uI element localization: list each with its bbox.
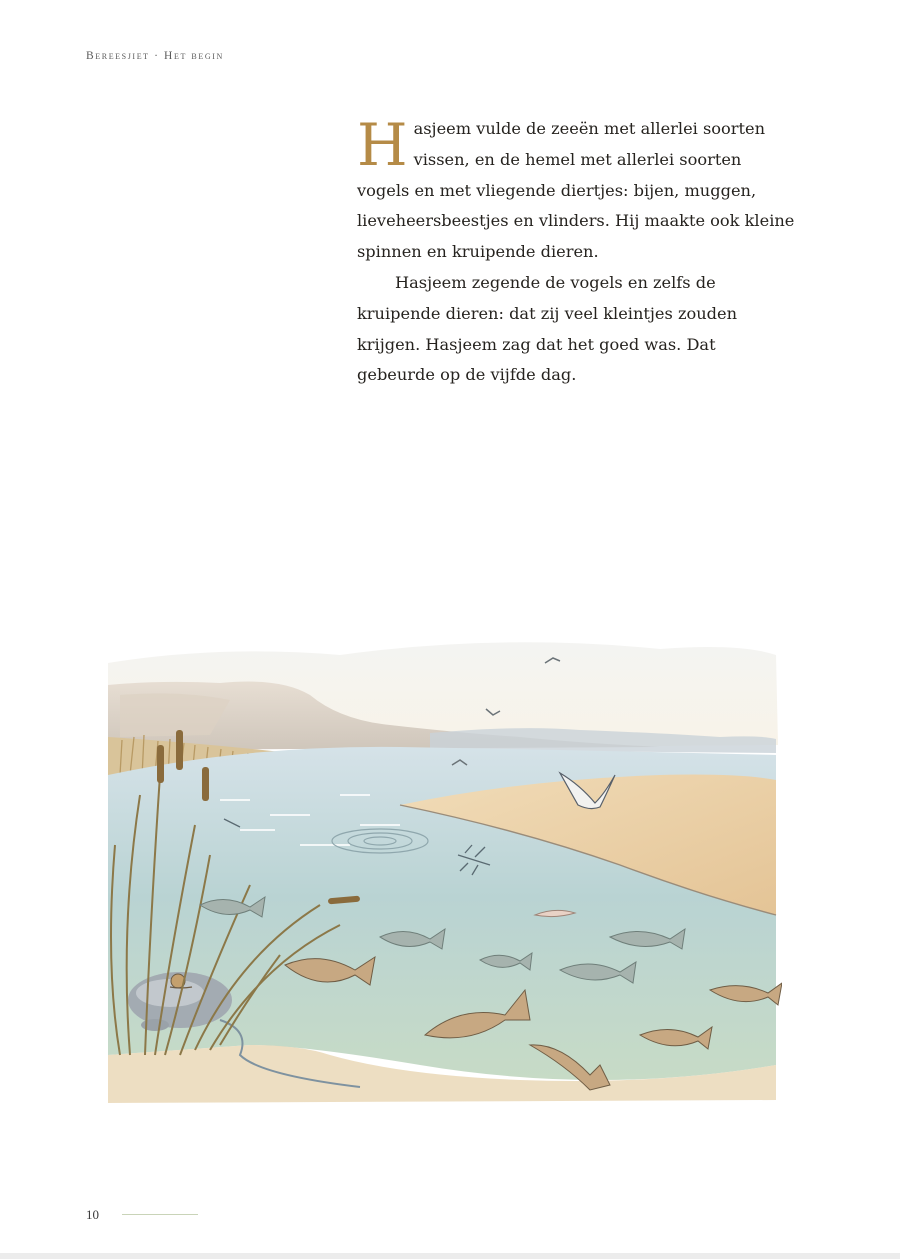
paragraph-1 xyxy=(357,111,797,268)
watercolor-shore-scene-icon xyxy=(100,625,782,1110)
shore-illustration xyxy=(100,625,782,1110)
page-number: 10 xyxy=(86,1207,99,1222)
page-bottom-edge xyxy=(0,1253,900,1259)
drop-cap: H xyxy=(357,111,408,179)
body-text xyxy=(357,111,797,391)
paragraph-1-text: asjeem vulde de zeeën met allerlei soorten vissen, en de hemel met allerlei soorten vogels en met vliegende diertjes: bijen, muggen, lieveheersbeestjes en vlinders. Hij maakte ook kleine spinnen en kruipende dieren. xyxy=(357,119,795,262)
paragraph-2: Hasjeem zegende de vogels en zelfs de kruipende dieren: dat zij veel kleintjes zouden krijgen. Hasjeem zag dat het goed was. Dat gebeurde op de vijfde dag. xyxy=(357,272,738,385)
footer-rule xyxy=(122,1214,198,1215)
running-head: Bereesjiet · Het begin xyxy=(86,50,224,62)
